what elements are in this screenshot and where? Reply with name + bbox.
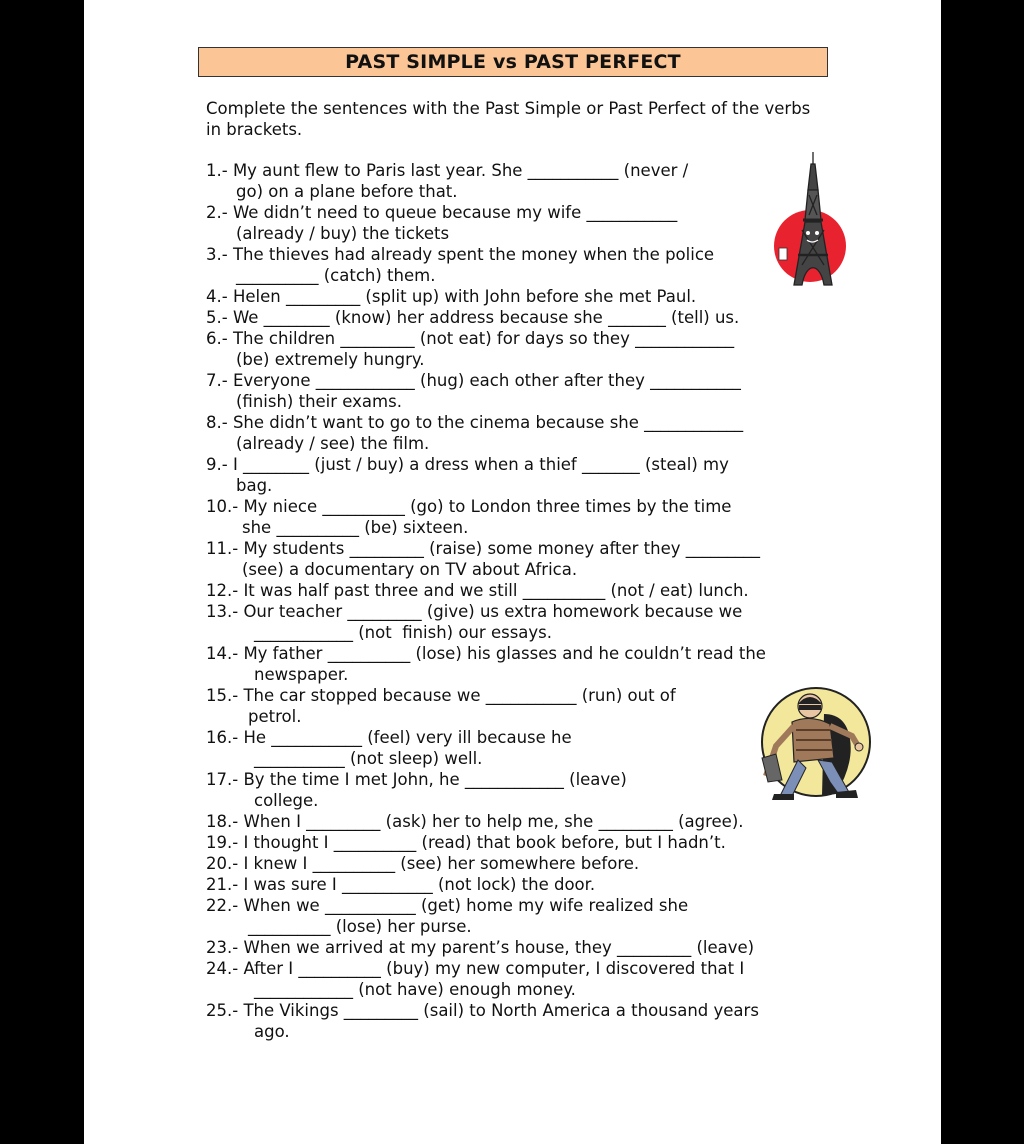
exercise-item [206, 601, 766, 643]
exercise-continuation: __________ (catch) them. [236, 266, 436, 285]
exercise-continuation: (finish) their exams. [236, 392, 402, 411]
exercise-item [206, 853, 766, 874]
exercise-item [206, 832, 766, 853]
exercise-line: 17.- By the time I met John, he ____________ (leave) [206, 770, 627, 789]
exercise-item [206, 412, 766, 454]
exercise-line: 11.- My students _________ (raise) some money after they _________ [206, 539, 761, 558]
exercise-item [206, 580, 766, 601]
exercise-item [206, 874, 766, 895]
exercise-line: 2.- We didn’t need to queue because my wife ___________ [206, 203, 678, 222]
exercise-line: 23.- When we arrived at my parent’s house, they _________ (leave) [206, 938, 755, 957]
exercise-continuation: ago. [254, 1022, 290, 1041]
exercise-line: 16.- He ___________ (feel) very ill because he [206, 728, 572, 747]
exercise-line: 10.- My niece __________ (go) to London three times by the time [206, 497, 732, 516]
exercise-item [206, 811, 766, 832]
exercise-line: 21.- I was sure I ___________ (not lock) the door. [206, 875, 596, 894]
exercise-line: 14.- My father __________ (lose) his glasses and he couldn’t read the [206, 644, 766, 663]
eiffel-tower-icon [774, 150, 854, 292]
exercise-line: 4.- Helen _________ (split up) with John before she met Paul. [206, 287, 697, 306]
exercise-list [206, 160, 766, 1042]
exercise-continuation: ____________ (not finish) our essays. [254, 623, 553, 642]
exercise-continuation: go) on a plane before that. [236, 182, 458, 201]
thief-icon [736, 684, 878, 802]
exercise-item [206, 496, 766, 538]
exercise-continuation: (already / see) the film. [236, 434, 430, 453]
exercise-continuation: petrol. [248, 707, 302, 726]
exercise-line: 6.- The children _________ (not eat) for days so they ____________ [206, 329, 735, 348]
exercise-item [206, 937, 766, 958]
exercise-line: 5.- We ________ (know) her address because she _______ (tell) us. [206, 308, 740, 327]
exercise-line: 19.- I thought I __________ (read) that book before, but I hadn’t. [206, 833, 726, 852]
exercise-item [206, 538, 766, 580]
exercise-line: 25.- The Vikings _________ (sail) to North America a thousand years [206, 1001, 759, 1020]
exercise-item [206, 685, 766, 727]
exercise-item [206, 370, 766, 412]
exercise-continuation: bag. [236, 476, 273, 495]
exercise-line: 20.- I knew I __________ (see) her somewhere before. [206, 854, 640, 873]
exercise-item [206, 307, 766, 328]
worksheet-title: PAST SIMPLE vs PAST PERFECT [198, 47, 828, 77]
instructions: Complete the sentences with the Past Simple or Past Perfect of the verbs in brackets. [206, 99, 811, 139]
exercise-continuation: (be) extremely hungry. [236, 350, 425, 369]
exercise-item [206, 895, 766, 937]
exercise-item [206, 202, 766, 244]
exercise-item [206, 958, 766, 1000]
exercise-line: 24.- After I __________ (buy) my new computer, I discovered that I [206, 959, 745, 978]
exercise-line: 13.- Our teacher _________ (give) us extra homework because we [206, 602, 743, 621]
exercise-item [206, 454, 766, 496]
exercise-item [206, 727, 766, 769]
worksheet-page [84, 0, 941, 1144]
exercise-continuation: (already / buy) the tickets [236, 224, 450, 243]
exercise-line: 12.- It was half past three and we still __________ (not / eat) lunch. [206, 581, 749, 600]
exercise-line: 8.- She didn’t want to go to the cinema because she ____________ [206, 413, 744, 432]
exercise-item [206, 286, 766, 307]
exercise-continuation: (see) a documentary on TV about Africa. [242, 560, 578, 579]
exercise-continuation: ____________ (not have) enough money. [254, 980, 576, 999]
exercise-line: 22.- When we ___________ (get) home my wife realized she [206, 896, 689, 915]
exercise-item [206, 1000, 766, 1042]
exercise-item [206, 328, 766, 370]
exercise-item [206, 160, 766, 202]
exercise-line: 15.- The car stopped because we ___________ (run) out of [206, 686, 676, 705]
exercise-continuation: ___________ (not sleep) well. [254, 749, 483, 768]
exercise-line: 3.- The thieves had already spent the money when the police [206, 245, 715, 264]
exercise-continuation: she __________ (be) sixteen. [242, 518, 469, 537]
exercise-continuation: __________ (lose) her purse. [248, 917, 472, 936]
exercise-item [206, 244, 766, 286]
exercise-line: 18.- When I _________ (ask) her to help me, she _________ (agree). [206, 812, 744, 831]
exercise-line: 1.- My aunt flew to Paris last year. She ___________ (never / [206, 161, 689, 180]
exercise-line: 7.- Everyone ____________ (hug) each other after they ___________ [206, 371, 741, 390]
exercise-continuation: newspaper. [254, 665, 349, 684]
exercise-continuation: college. [254, 791, 319, 810]
exercise-item [206, 769, 766, 811]
exercise-line: 9.- I ________ (just / buy) a dress when a thief _______ (steal) my [206, 455, 729, 474]
exercise-item [206, 643, 766, 685]
